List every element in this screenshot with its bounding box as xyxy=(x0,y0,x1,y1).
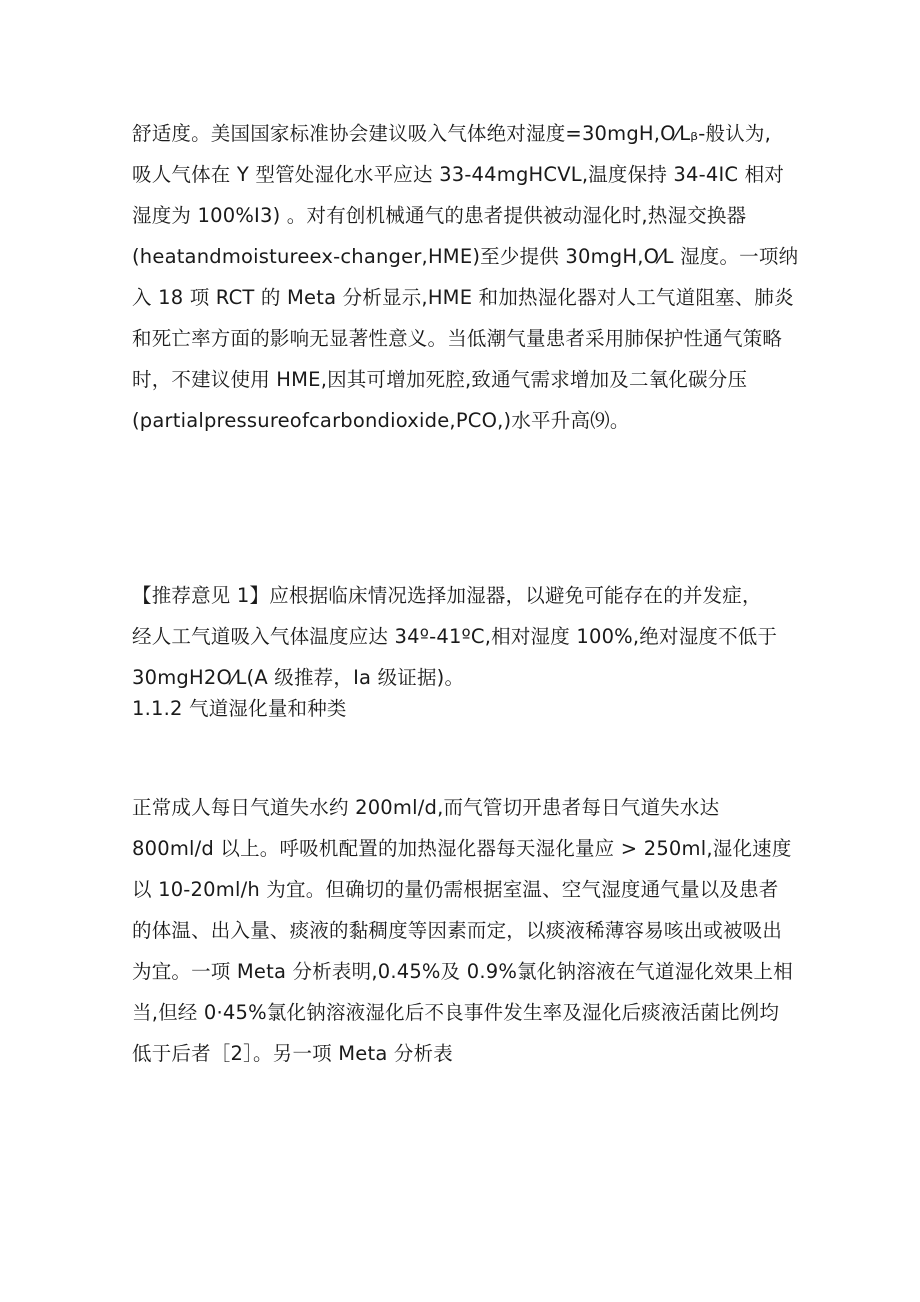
text-line: 和死亡率方面的影响无显著性意义。当低潮气量患者采用肺保护性通气策略 xyxy=(132,327,783,350)
section-heading-text: 1.1.2 气道湿化量和种类 xyxy=(132,697,347,720)
text-line: 经人工气道吸入气体温度应达 34º-41ºC,相对湿度 100%,绝对湿度不低于 xyxy=(132,625,778,648)
text-line: 的体温、出入量、痰液的黏稠度等因素而定，以痰液稀薄容易咳出或被吸出 xyxy=(132,919,783,942)
text-line: 【推荐意见 1】应根据临床情况选择加湿器，以避免可能存在的并发症， xyxy=(132,584,762,607)
text-line: 800ml/d 以上。呼吸机配置的加热湿化器每天湿化量应 > 250ml,湿化速度 xyxy=(132,837,792,860)
text-line: 为宜。一项 Meta 分析表明,0.45%及 0.9%氯化钠溶液在气道湿化效果上相 xyxy=(132,960,793,983)
text-line: 湿度为 100%I3) 。对有创机械通气的患者提供被动湿化时,热湿交换器 xyxy=(132,204,747,227)
text-line: 时，不建议使用 HME,因其可增加死腔,致通气需求增加及二氧化碳分压 xyxy=(132,368,748,391)
text-line: 正常成人每日气道失水约 200ml/d,而气管切开患者每日气道失水达 xyxy=(132,796,720,819)
text-line: (heatandmoistureex-changer,HME)至少提供 30mgH,O⁄L 湿度。一项纳 xyxy=(132,245,799,268)
recommendation-block xyxy=(132,575,802,698)
text-line: (partialpressureofcarbondioxide,PCO,)水平升高⑼。 xyxy=(132,409,630,432)
text-line: 吸人气体在 Y 型管处湿化水平应达 33-44mgHCVL,温度保持 34-4IC 相对 xyxy=(132,163,785,186)
paragraph-humidification-volume xyxy=(132,787,802,1074)
text-line: 当,但经 0·45%氯化钠溶液湿化后不良事件发生率及湿化后痰液活菌比例均 xyxy=(132,1001,780,1024)
text-line: 低于后者［2］。另一项 Meta 分析表 xyxy=(132,1042,453,1065)
section-heading xyxy=(132,688,802,729)
paragraph-humidity-standards xyxy=(132,113,802,441)
text-line: 舒适度。美国国家标准协会建议吸入气体绝对湿度=30mgH,O⁄Lᵦ-般认为, xyxy=(132,122,772,145)
text-line: 30mgH2O⁄L(A 级推荐，Ia 级证据)。 xyxy=(132,666,465,689)
text-line: 以 10-20ml/h 为宜。但确切的量仍需根据室温、空气湿度通气量以及患者 xyxy=(132,878,779,901)
text-line: 入 18 项 RCT 的 Meta 分析显示,HME 和加热湿化器对人工气道阻塞、肺炎 xyxy=(132,286,794,309)
